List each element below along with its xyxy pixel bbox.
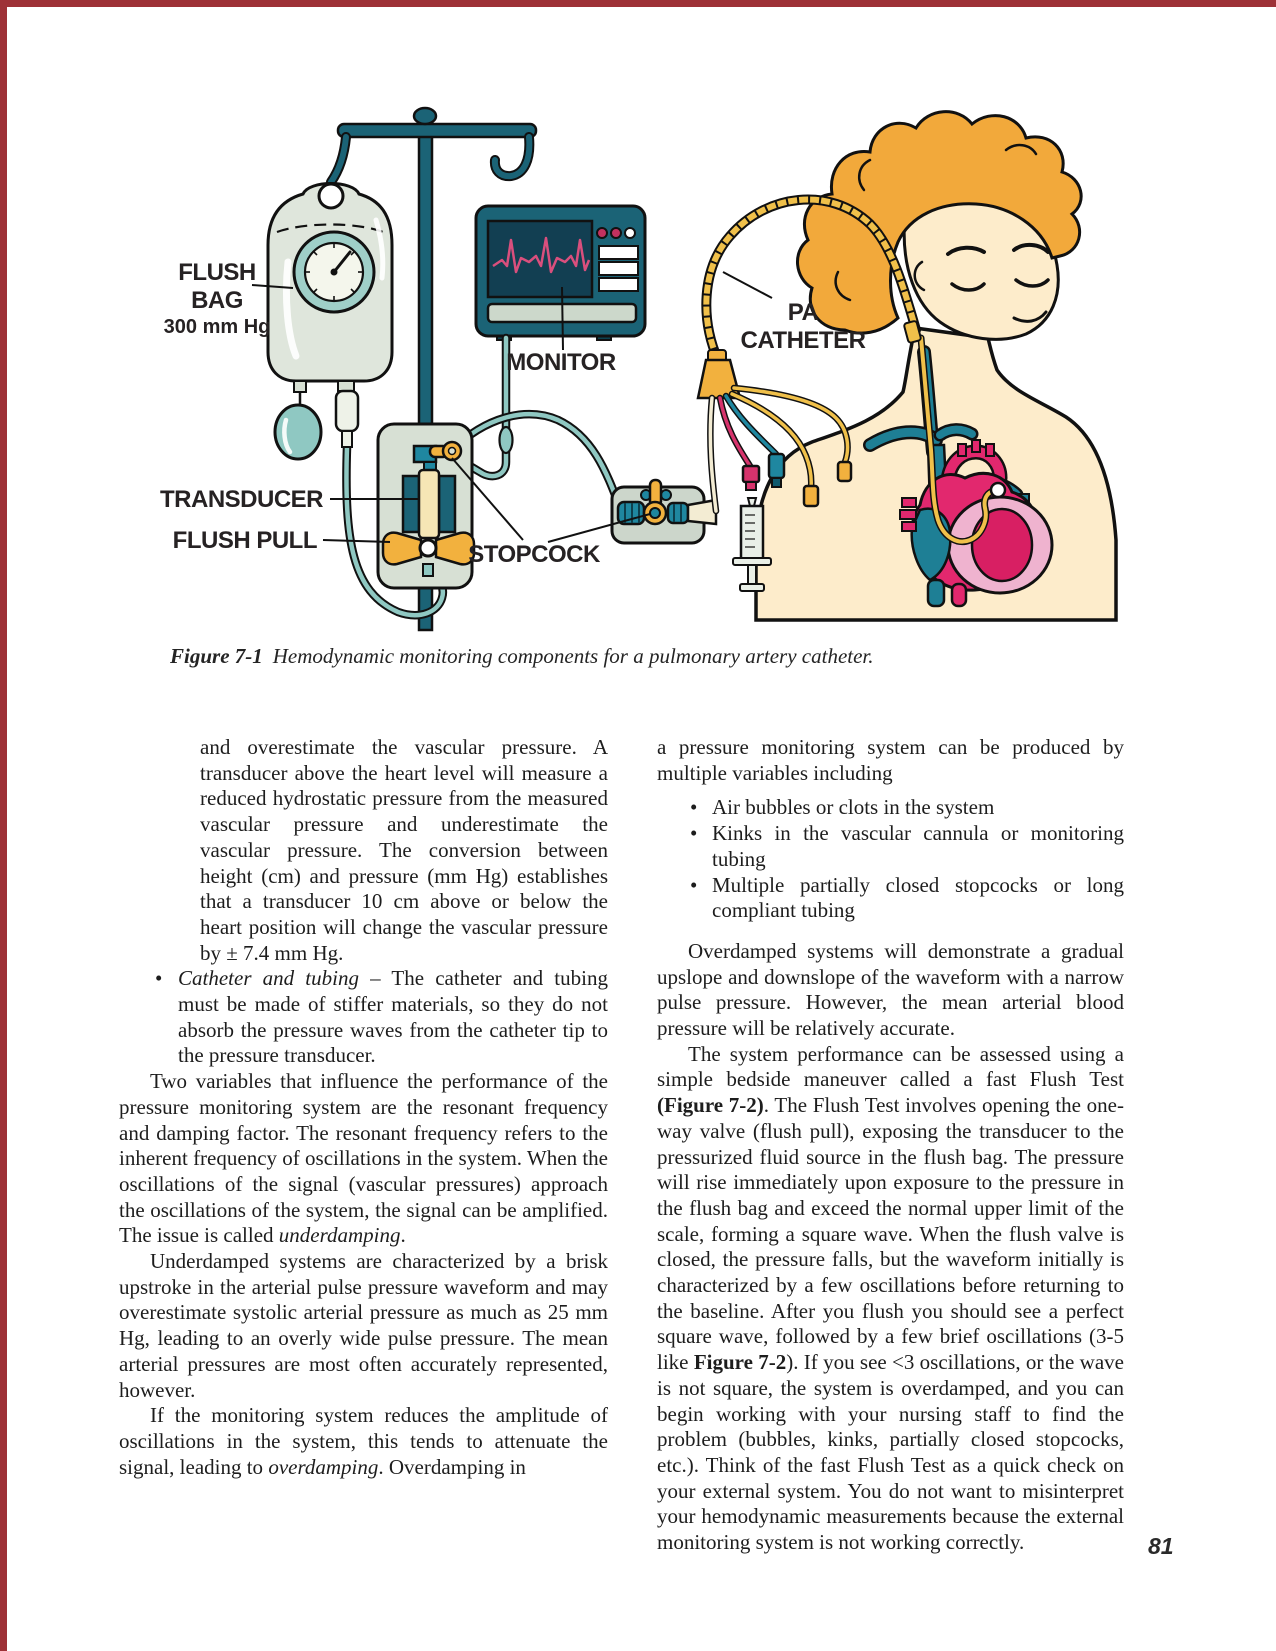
left-column xyxy=(119,735,608,1556)
bullet-item: • Kinks in the vascular cannula or monitoring tubing xyxy=(690,821,1124,871)
patient xyxy=(756,112,1116,620)
flush-bag-pressure-label: 300 mm Hg xyxy=(163,316,271,338)
bullet-item: • Multiple partially closed stopcocks or long compliant tubing xyxy=(690,872,1124,923)
squeeze-bulb xyxy=(275,405,321,459)
figure-caption-text: Hemodynamic monitoring components for a pulmonary artery catheter. xyxy=(272,644,874,668)
monitor-label: MONITOR xyxy=(506,349,616,376)
transducer-plate xyxy=(378,424,474,588)
paragraph: a pressure monitoring system can be produced by multiple variables including xyxy=(657,735,1124,785)
paragraph: If the monitoring system reduces the amplitude of oscillations in the system, this tends to attenuate the signal, leading to overdamping. Overdamping in xyxy=(119,1403,608,1479)
paragraph: Underdamped systems are characterized by a brisk upstroke in the arterial pulse pressure waveform and may overestimate systolic arterial pressure as much as 25 mm Hg, leading to an overly wide pulse pressure. The mean arterial pressures are most often accurately represented, however. xyxy=(119,1249,608,1402)
stopcock-label: STOPCOCK xyxy=(468,541,600,568)
paragraph: and overestimate the vascular pressure. A transducer above the heart level will measure a reduced hydrostatic pressure from the measured vascular pressure and underestimate the vascular pressure. The conversion between height (cm) and pressure (mm Hg) establishes that a transducer 10 cm above or below the heart position will change the vascular pressure by ± 7.4 mm Hg. xyxy=(200,735,608,965)
page-number: 81 xyxy=(1148,1533,1174,1559)
flush-bag-label-line1: FLUSH xyxy=(178,259,256,286)
monitor xyxy=(476,206,645,340)
pa-catheter-label-line1: PA xyxy=(787,299,819,326)
paragraph: Two variables that influence the performance of the pressure monitoring system are the resonant frequency and damping factor. The resonant frequency refers to the inherent frequency of oscillations in the system. When the oscillations of the signal (vascular pressures) approach the oscillations of the system, the signal can be amplified. The issue is called underdamping. xyxy=(119,1069,608,1248)
body-text xyxy=(119,735,1124,1556)
pressure-gauge xyxy=(294,232,374,312)
transducer-label: TRANSDUCER xyxy=(160,486,323,513)
drip-chamber xyxy=(336,391,358,431)
figure-caption xyxy=(170,644,1130,669)
bullet-item: • Catheter and tubing – The catheter and tubing must be made of stiffer materials, so they do not absorb the pressure waves from the catheter tip to the pressure transducer. xyxy=(155,966,608,1068)
bullet-list xyxy=(657,795,1124,924)
flush-pull-label: FLUSH PULL xyxy=(172,527,317,554)
balloon-tip xyxy=(991,483,1005,497)
figure-7-1-illustration xyxy=(0,0,1276,700)
flush-bag xyxy=(268,184,392,460)
pa-catheter-label-line2: CATHETER xyxy=(740,327,866,354)
paragraph: Overdamped systems will demonstrate a gradual upslope and downslope of the waveform with a narrow pulse pressure. However, the mean arterial blood pressure will be relatively accurate. xyxy=(657,938,1124,1041)
bullet-item: • Air bubbles or clots in the system xyxy=(690,795,995,820)
figure-caption-label: Figure 7-1 xyxy=(170,644,263,668)
right-column xyxy=(657,735,1124,1556)
flush-bag-label-line2: BAG xyxy=(191,287,243,314)
paragraph: The system performance can be assessed using a simple bedside maneuver called a fast Flush Test (Figure 7-2). The Flush Test involves opening the one-way valve (flush pull), exposing the transducer to the pressurized fluid source in the flush bag. The pressure will rise immediately upon exposure to the pressure in the flush bag and exceed the normal upper limit of the scale, forming a square wave. When the flush valve is closed, the pressure falls, but the waveform initially is characterized by a few oscillations before returning to the baseline. After you flush you should see a perfect square wave, followed by a few brief oscillations (3-5 like Figure 7-2). If you see <3 oscillations, or the wave is not square, the system is overdamped, and you can begin working with your nursing staff to find the problem (bubbles, kinks, partially closed stopcocks, etc.). Think of the fast Flush Test as a quick check on your external system. You do not want to misinterpret your hemodynamic measurements because the external monitoring system is not working correctly. xyxy=(657,1041,1124,1555)
stopcock-plate-2 xyxy=(612,480,716,543)
